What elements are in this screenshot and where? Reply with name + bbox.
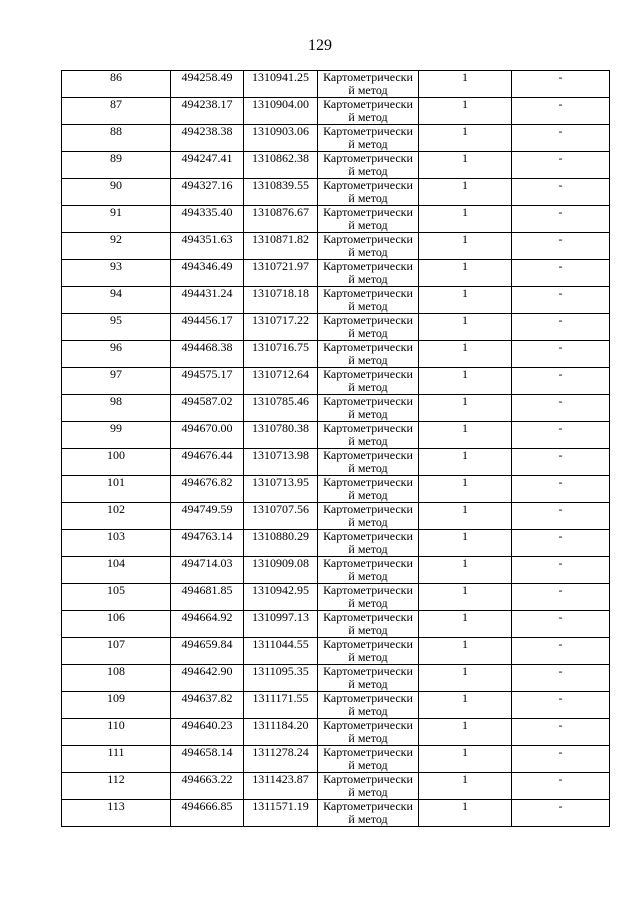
method-text-line1: Картометрически [323, 610, 413, 624]
y-coordinate-cell: 1310713.98 [244, 449, 318, 476]
method-cell [318, 422, 419, 449]
method-text-line1: Картометрически [323, 421, 413, 435]
y-coordinate-cell: 1310712.64 [244, 368, 318, 395]
x-coordinate-cell: 494670.00 [171, 422, 244, 449]
description-cell: - [512, 260, 610, 287]
method-text-line1: Картометрически [323, 205, 413, 219]
precision-cell: 1 [419, 665, 512, 692]
x-coordinate-cell: 494681.85 [171, 584, 244, 611]
method-cell [318, 557, 419, 584]
method-text-line2: й метод [348, 785, 388, 799]
x-coordinate-cell: 494637.82 [171, 692, 244, 719]
method-cell [318, 800, 419, 827]
method-cell [318, 611, 419, 638]
description-cell: - [512, 800, 610, 827]
method-text-line2: й метод [348, 191, 388, 205]
point-number-cell: 106 [62, 611, 171, 638]
precision-cell: 1 [419, 206, 512, 233]
point-number-cell: 102 [62, 503, 171, 530]
x-coordinate-cell: 494238.17 [171, 98, 244, 125]
method-text-line2: й метод [348, 650, 388, 664]
y-coordinate-cell: 1310716.75 [244, 341, 318, 368]
method-text-line2: й метод [348, 488, 388, 502]
y-coordinate-cell: 1310903.06 [244, 125, 318, 152]
description-cell: - [512, 449, 610, 476]
point-number-cell: 94 [62, 287, 171, 314]
method-cell [318, 530, 419, 557]
precision-cell: 1 [419, 503, 512, 530]
precision-cell: 1 [419, 287, 512, 314]
table-row [62, 368, 610, 395]
description-cell: - [512, 746, 610, 773]
point-number-cell: 112 [62, 773, 171, 800]
point-number-cell: 87 [62, 98, 171, 125]
point-number-cell: 113 [62, 800, 171, 827]
table-row [62, 98, 610, 125]
method-text-line1: Картометрически [323, 367, 413, 381]
method-cell [318, 395, 419, 422]
table-row [62, 233, 610, 260]
method-text-line2: й метод [348, 83, 388, 97]
y-coordinate-cell: 1310880.29 [244, 530, 318, 557]
x-coordinate-cell: 494468.38 [171, 341, 244, 368]
table-row [62, 638, 610, 665]
method-cell [318, 206, 419, 233]
table-row [62, 206, 610, 233]
method-cell [318, 584, 419, 611]
description-cell: - [512, 206, 610, 233]
coordinates-table-body [62, 71, 610, 827]
method-text-line2: й метод [348, 461, 388, 475]
precision-cell: 1 [419, 368, 512, 395]
point-number-cell: 99 [62, 422, 171, 449]
method-cell [318, 179, 419, 206]
y-coordinate-cell: 1310904.00 [244, 98, 318, 125]
point-number-cell: 109 [62, 692, 171, 719]
y-coordinate-cell: 1310997.13 [244, 611, 318, 638]
method-text-line1: Картометрически [323, 799, 413, 813]
x-coordinate-cell: 494714.03 [171, 557, 244, 584]
method-text-line2: й метод [348, 245, 388, 259]
method-text-line1: Картометрически [323, 178, 413, 192]
method-cell [318, 260, 419, 287]
precision-cell: 1 [419, 233, 512, 260]
y-coordinate-cell: 1311278.24 [244, 746, 318, 773]
method-text-line1: Картометрически [323, 448, 413, 462]
method-cell [318, 125, 419, 152]
method-cell [318, 152, 419, 179]
y-coordinate-cell: 1310785.46 [244, 395, 318, 422]
point-number-cell: 92 [62, 233, 171, 260]
precision-cell: 1 [419, 314, 512, 341]
method-text-line1: Картометрически [323, 475, 413, 489]
table-row [62, 422, 610, 449]
y-coordinate-cell: 1311044.55 [244, 638, 318, 665]
description-cell: - [512, 98, 610, 125]
y-coordinate-cell: 1310941.25 [244, 71, 318, 98]
x-coordinate-cell: 494587.02 [171, 395, 244, 422]
method-cell [318, 368, 419, 395]
method-cell [318, 449, 419, 476]
method-text-line2: й метод [348, 272, 388, 286]
y-coordinate-cell: 1310718.18 [244, 287, 318, 314]
method-text-line2: й метод [348, 596, 388, 610]
method-text-line1: Картометрически [323, 151, 413, 165]
point-number-cell: 89 [62, 152, 171, 179]
x-coordinate-cell: 494640.23 [171, 719, 244, 746]
description-cell: - [512, 395, 610, 422]
method-text-line2: й метод [348, 434, 388, 448]
point-number-cell: 107 [62, 638, 171, 665]
x-coordinate-cell: 494238.38 [171, 125, 244, 152]
x-coordinate-cell: 494642.90 [171, 665, 244, 692]
method-text-line2: й метод [348, 164, 388, 178]
y-coordinate-cell: 1310862.38 [244, 152, 318, 179]
y-coordinate-cell: 1310780.38 [244, 422, 318, 449]
precision-cell: 1 [419, 638, 512, 665]
x-coordinate-cell: 494676.44 [171, 449, 244, 476]
method-cell [318, 746, 419, 773]
point-number-cell: 101 [62, 476, 171, 503]
description-cell: - [512, 179, 610, 206]
method-cell [318, 503, 419, 530]
table-row [62, 449, 610, 476]
method-text-line2: й метод [348, 731, 388, 745]
x-coordinate-cell: 494659.84 [171, 638, 244, 665]
precision-cell: 1 [419, 449, 512, 476]
precision-cell: 1 [419, 746, 512, 773]
y-coordinate-cell: 1311571.19 [244, 800, 318, 827]
table-row [62, 152, 610, 179]
table-row [62, 125, 610, 152]
method-text-line1: Картометрически [323, 556, 413, 570]
precision-cell: 1 [419, 476, 512, 503]
x-coordinate-cell: 494575.17 [171, 368, 244, 395]
method-text-line2: й метод [348, 812, 388, 826]
method-cell [318, 341, 419, 368]
point-number-cell: 108 [62, 665, 171, 692]
table-row [62, 314, 610, 341]
method-text-line2: й метод [348, 758, 388, 772]
method-text-line2: й метод [348, 137, 388, 151]
y-coordinate-cell: 1310871.82 [244, 233, 318, 260]
y-coordinate-cell: 1310721.97 [244, 260, 318, 287]
description-cell: - [512, 692, 610, 719]
method-cell [318, 692, 419, 719]
method-cell [318, 314, 419, 341]
precision-cell: 1 [419, 98, 512, 125]
point-number-cell: 93 [62, 260, 171, 287]
precision-cell: 1 [419, 125, 512, 152]
method-text-line1: Картометрически [323, 313, 413, 327]
method-text-line1: Картометрически [323, 70, 413, 84]
method-text-line1: Картометрически [323, 286, 413, 300]
precision-cell: 1 [419, 719, 512, 746]
method-cell [318, 665, 419, 692]
table-row [62, 584, 610, 611]
table-row [62, 611, 610, 638]
x-coordinate-cell: 494763.14 [171, 530, 244, 557]
x-coordinate-cell: 494351.63 [171, 233, 244, 260]
description-cell: - [512, 638, 610, 665]
description-cell: - [512, 233, 610, 260]
point-number-cell: 95 [62, 314, 171, 341]
table-row [62, 287, 610, 314]
precision-cell: 1 [419, 773, 512, 800]
point-number-cell: 100 [62, 449, 171, 476]
table-row [62, 179, 610, 206]
precision-cell: 1 [419, 152, 512, 179]
method-text-line2: й метод [348, 677, 388, 691]
method-text-line2: й метод [348, 407, 388, 421]
x-coordinate-cell: 494247.41 [171, 152, 244, 179]
description-cell: - [512, 611, 610, 638]
precision-cell: 1 [419, 422, 512, 449]
method-text-line2: й метод [348, 218, 388, 232]
method-text-line1: Картометрически [323, 502, 413, 516]
description-cell: - [512, 152, 610, 179]
x-coordinate-cell: 494346.49 [171, 260, 244, 287]
method-text-line1: Картометрически [323, 259, 413, 273]
description-cell: - [512, 773, 610, 800]
precision-cell: 1 [419, 692, 512, 719]
point-number-cell: 90 [62, 179, 171, 206]
precision-cell: 1 [419, 800, 512, 827]
description-cell: - [512, 341, 610, 368]
y-coordinate-cell: 1310713.95 [244, 476, 318, 503]
method-text-line1: Картометрически [323, 124, 413, 138]
table-row [62, 530, 610, 557]
method-cell [318, 719, 419, 746]
table-row [62, 719, 610, 746]
y-coordinate-cell: 1310942.95 [244, 584, 318, 611]
method-text-line2: й метод [348, 515, 388, 529]
table-row [62, 800, 610, 827]
method-text-line1: Картометрически [323, 637, 413, 651]
x-coordinate-cell: 494749.59 [171, 503, 244, 530]
x-coordinate-cell: 494327.16 [171, 179, 244, 206]
table-row [62, 260, 610, 287]
method-cell [318, 98, 419, 125]
y-coordinate-cell: 1310876.67 [244, 206, 318, 233]
point-number-cell: 111 [62, 746, 171, 773]
point-number-cell: 88 [62, 125, 171, 152]
point-number-cell: 97 [62, 368, 171, 395]
table-row [62, 557, 610, 584]
method-text-line1: Картометрически [323, 394, 413, 408]
y-coordinate-cell: 1310909.08 [244, 557, 318, 584]
method-cell [318, 71, 419, 98]
description-cell: - [512, 476, 610, 503]
method-text-line2: й метод [348, 380, 388, 394]
y-coordinate-cell: 1311184.20 [244, 719, 318, 746]
y-coordinate-cell: 1310839.55 [244, 179, 318, 206]
description-cell: - [512, 314, 610, 341]
description-cell: - [512, 665, 610, 692]
description-cell: - [512, 287, 610, 314]
description-cell: - [512, 503, 610, 530]
method-cell [318, 638, 419, 665]
table-row [62, 773, 610, 800]
x-coordinate-cell: 494658.14 [171, 746, 244, 773]
x-coordinate-cell: 494666.85 [171, 800, 244, 827]
table-row [62, 71, 610, 98]
page-number: 129 [308, 37, 332, 54]
point-number-cell: 105 [62, 584, 171, 611]
method-text-line1: Картометрически [323, 97, 413, 111]
precision-cell: 1 [419, 584, 512, 611]
table-row [62, 395, 610, 422]
method-cell [318, 287, 419, 314]
x-coordinate-cell: 494663.22 [171, 773, 244, 800]
method-text-line1: Картометрически [323, 529, 413, 543]
method-text-line1: Картометрически [323, 340, 413, 354]
table-row [62, 341, 610, 368]
method-text-line2: й метод [348, 353, 388, 367]
point-number-cell: 103 [62, 530, 171, 557]
x-coordinate-cell: 494431.24 [171, 287, 244, 314]
method-text-line2: й метод [348, 326, 388, 340]
x-coordinate-cell: 494664.92 [171, 611, 244, 638]
method-text-line1: Картометрически [323, 691, 413, 705]
description-cell: - [512, 719, 610, 746]
description-cell: - [512, 71, 610, 98]
table-row [62, 503, 610, 530]
y-coordinate-cell: 1311423.87 [244, 773, 318, 800]
method-text-line1: Картометрически [323, 664, 413, 678]
method-text-line1: Картометрически [323, 745, 413, 759]
description-cell: - [512, 584, 610, 611]
method-text-line2: й метод [348, 704, 388, 718]
table-row [62, 476, 610, 503]
description-cell: - [512, 557, 610, 584]
table-row [62, 692, 610, 719]
method-cell [318, 233, 419, 260]
coordinates-table [61, 70, 610, 827]
x-coordinate-cell: 494676.82 [171, 476, 244, 503]
table-row [62, 746, 610, 773]
table-row [62, 665, 610, 692]
x-coordinate-cell: 494258.49 [171, 71, 244, 98]
y-coordinate-cell: 1310717.22 [244, 314, 318, 341]
method-text-line1: Картометрически [323, 583, 413, 597]
x-coordinate-cell: 494456.17 [171, 314, 244, 341]
point-number-cell: 96 [62, 341, 171, 368]
precision-cell: 1 [419, 395, 512, 422]
point-number-cell: 110 [62, 719, 171, 746]
method-text-line2: й метод [348, 623, 388, 637]
precision-cell: 1 [419, 179, 512, 206]
description-cell: - [512, 368, 610, 395]
y-coordinate-cell: 1311171.55 [244, 692, 318, 719]
description-cell: - [512, 422, 610, 449]
method-text-line2: й метод [348, 569, 388, 583]
description-cell: - [512, 530, 610, 557]
point-number-cell: 91 [62, 206, 171, 233]
precision-cell: 1 [419, 557, 512, 584]
precision-cell: 1 [419, 611, 512, 638]
precision-cell: 1 [419, 341, 512, 368]
description-cell: - [512, 125, 610, 152]
method-text-line1: Картометрически [323, 718, 413, 732]
precision-cell: 1 [419, 530, 512, 557]
method-cell [318, 476, 419, 503]
method-text-line2: й метод [348, 542, 388, 556]
point-number-cell: 104 [62, 557, 171, 584]
y-coordinate-cell: 1311095.35 [244, 665, 318, 692]
y-coordinate-cell: 1310707.56 [244, 503, 318, 530]
method-text-line2: й метод [348, 110, 388, 124]
precision-cell: 1 [419, 71, 512, 98]
method-text-line1: Картометрически [323, 772, 413, 786]
method-text-line1: Картометрически [323, 232, 413, 246]
method-text-line2: й метод [348, 299, 388, 313]
method-cell [318, 773, 419, 800]
point-number-cell: 86 [62, 71, 171, 98]
point-number-cell: 98 [62, 395, 171, 422]
precision-cell: 1 [419, 260, 512, 287]
x-coordinate-cell: 494335.40 [171, 206, 244, 233]
